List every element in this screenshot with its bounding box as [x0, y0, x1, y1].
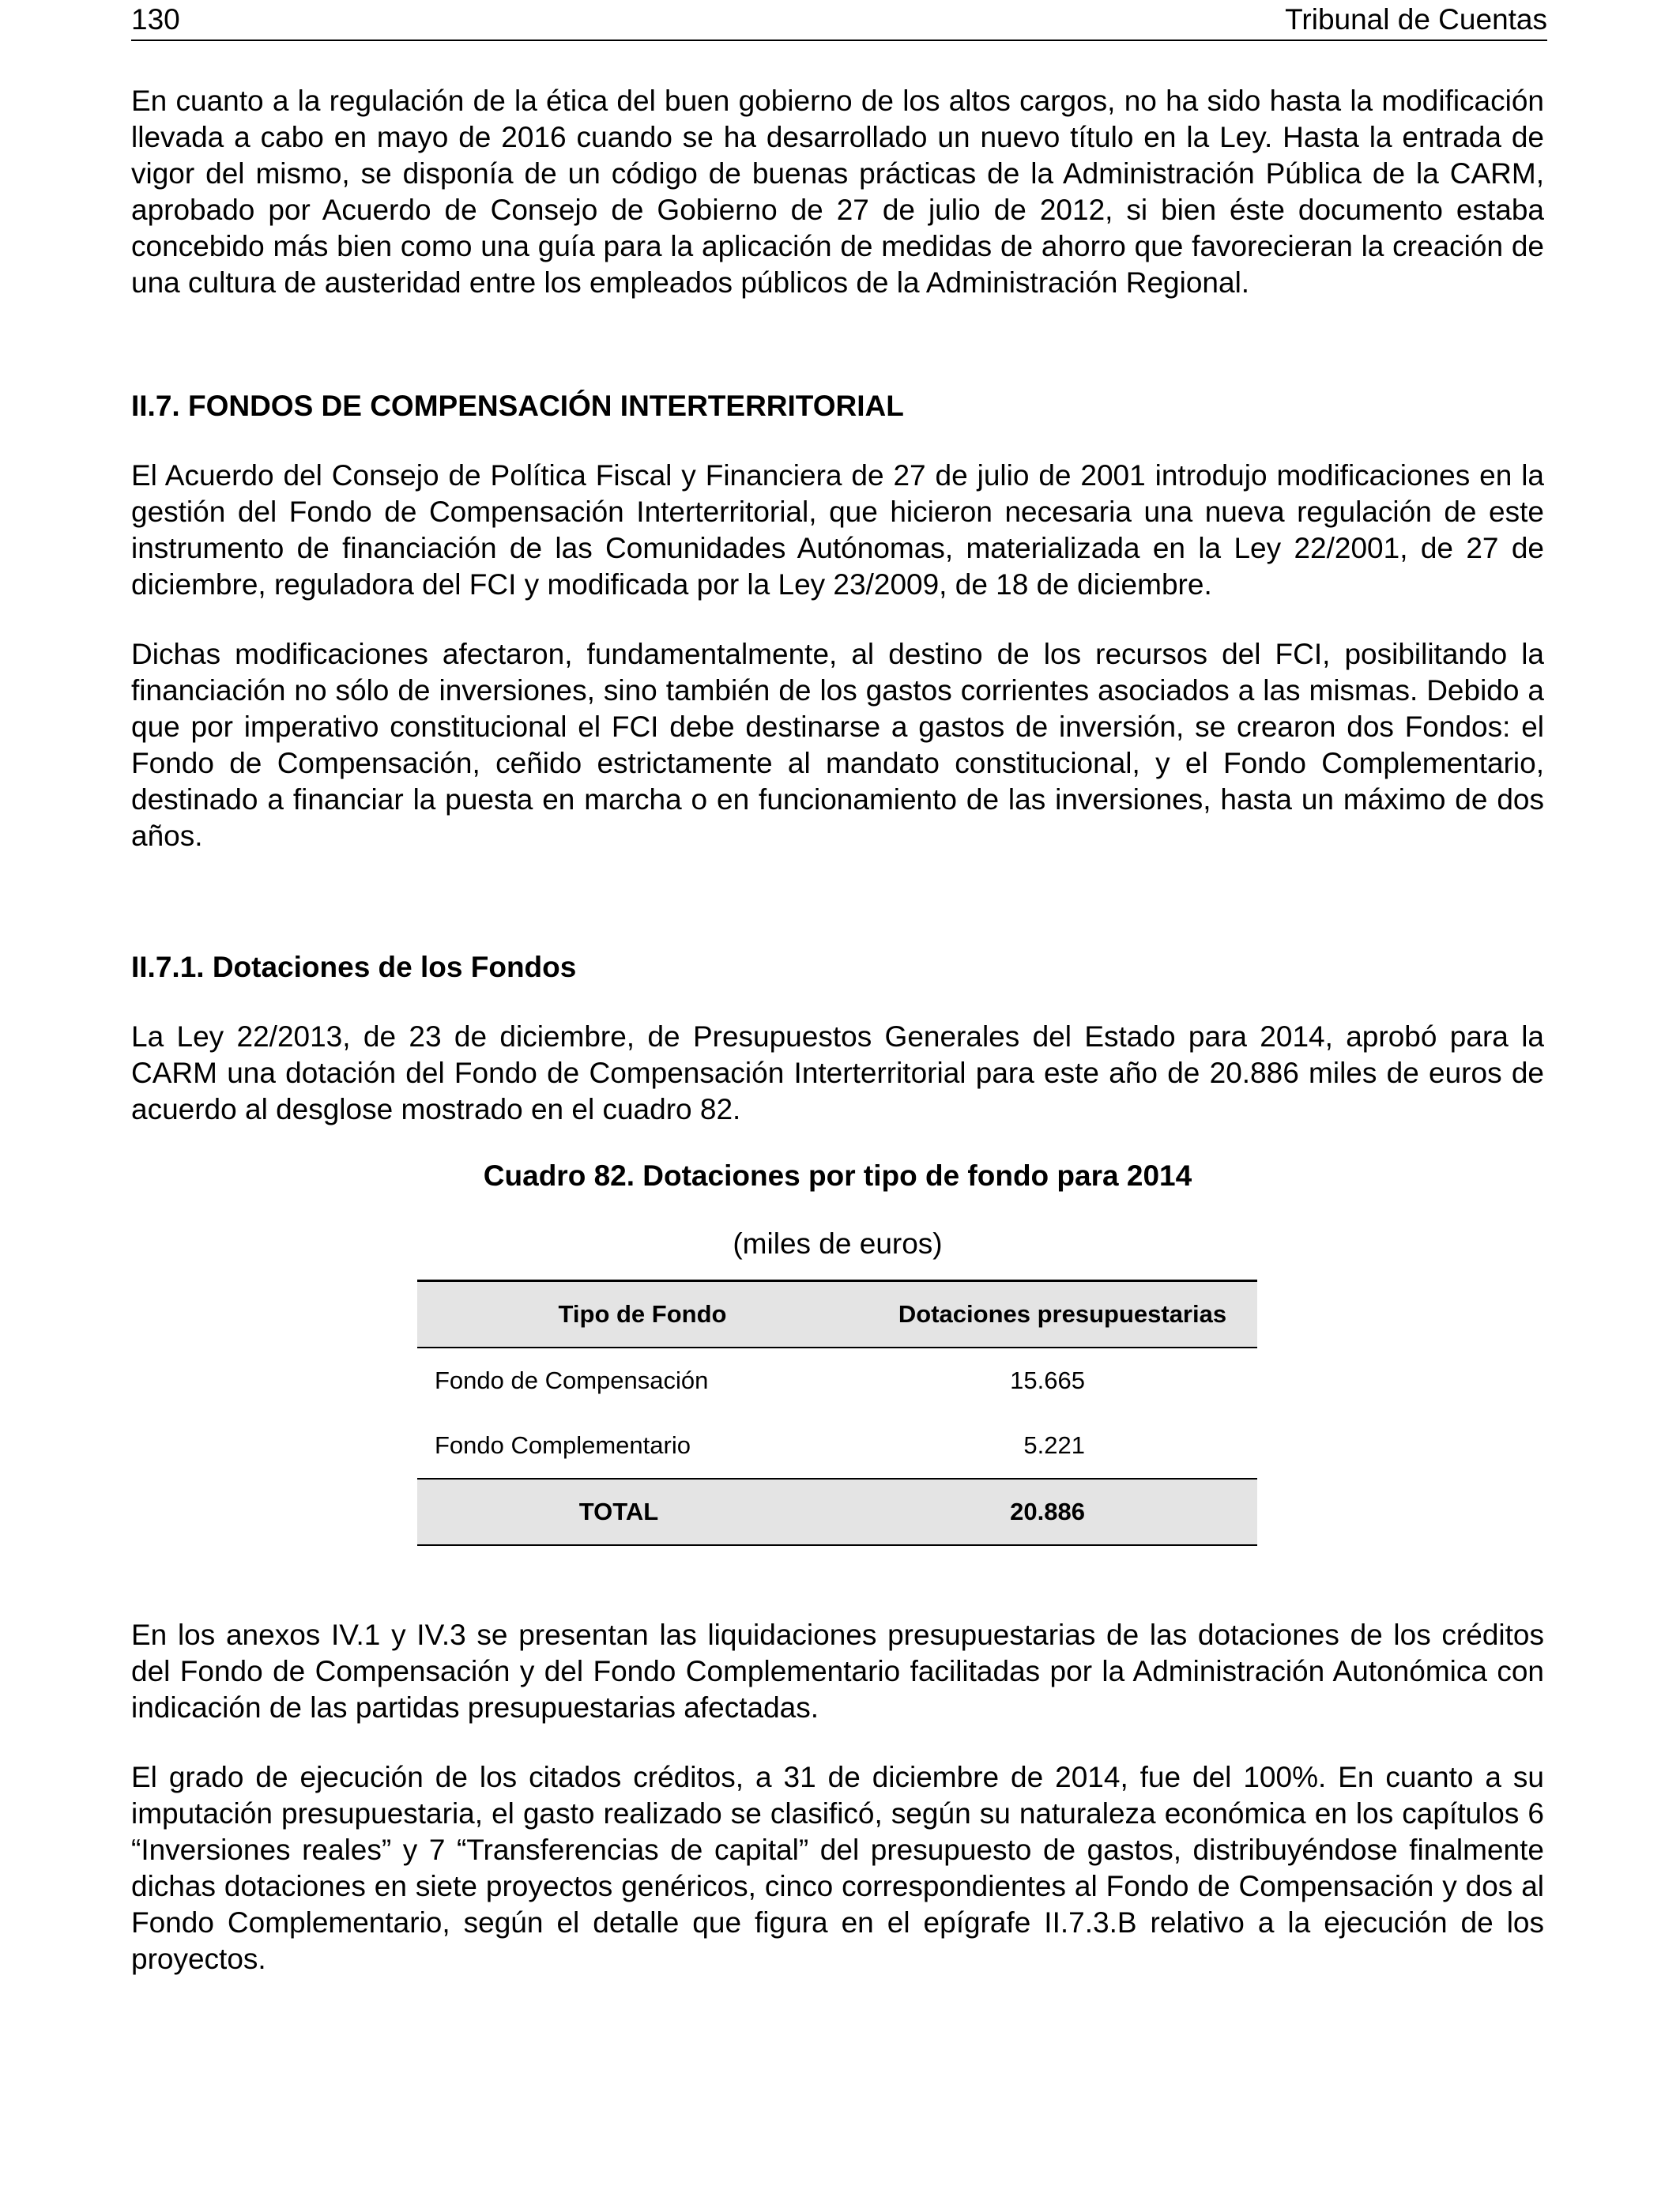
table-row	[417, 1348, 1257, 1413]
section-heading: II.7. FONDOS DE COMPENSACIÓN INTERTERRITORIAL	[131, 390, 904, 422]
subsection-heading: II.7.1. Dotaciones de los Fondos	[131, 951, 577, 983]
table-unit: (miles de euros)	[733, 1227, 943, 1260]
fund-amount: 5.221	[1023, 1431, 1085, 1459]
table-title: Cuadro 82. Dotaciones por tipo de fondo para 2014	[483, 1159, 1192, 1192]
column-header: Dotaciones presupuestarias	[868, 1281, 1257, 1348]
fund-name: Fondo Complementario	[435, 1431, 691, 1459]
fund-name: Fondo de Compensación	[435, 1367, 709, 1394]
section-paragraph: Dichas modificaciones afectaron, fundamentalmente, al destino de los recursos del FCI, posibilitando la financiación no sólo de inversiones, sino también de los gastos corrientes asociados a las mismas. Debido a que por imperativo constitucional el FCI debe destinarse a gastos de inversión, se crearon dos Fondos: el Fondo de Compensación, ceñido estrictamente al mandato constitucional, y el Fondo Complementario, destinado a financiar la puesta en marcha o en funcionamiento de las inversiones, hasta un máximo de dos años.	[131, 638, 1544, 852]
closing-paragraph: El grado de ejecución de los citados créditos, a 31 de diciembre de 2014, fue del 100%. En cuanto a su imputación presupuestaria, el gasto realizado se clasificó, según su naturaleza económica en los capítulos 6 “Inversiones reales” y 7 “Transferencias de capital” del presupuesto de gastos, distribuyéndose finalmente dichas dotaciones en siete proyectos genéricos, cinco correspondientes al Fondo de Compensación y dos al Fondo Complementario, según el detalle que figura en el epígrafe II.7.3.B relativo a la ejecución de los proyectos.	[131, 1761, 1544, 1975]
table-header-row	[417, 1281, 1257, 1348]
section-paragraph: El Acuerdo del Consejo de Política Fiscal y Financiera de 27 de julio de 2001 introdujo modificaciones en la gestión del Fondo de Compensación Interterritorial, que hicieron necesaria una nueva regulación de este instrumento de financiación de las Comunidades Autónomas, materializada en la Ley 22/2001, de 27 de diciembre, reguladora del FCI y modificada por la Ley 23/2009, de 18 de diciembre.	[131, 459, 1544, 601]
column-header: Tipo de Fondo	[417, 1281, 868, 1348]
total-label: TOTAL	[417, 1479, 868, 1545]
publisher-name: Tribunal de Cuentas	[1285, 3, 1547, 36]
fund-table	[417, 1280, 1257, 1546]
fund-amount: 15.665	[1010, 1367, 1085, 1394]
intro-paragraph: En cuanto a la regulación de la ética del buen gobierno de los altos cargos, no ha sido hasta la modificación llevada a cabo en mayo de 2016 cuando se ha desarrollado un nuevo título en la Ley. Hasta la entrada de vigor del mismo, se disponía de un código de buenas prácticas de la Administración Pública de la CARM, aprobado por Acuerdo de Consejo de Gobierno de 27 de julio de 2012, si bien éste documento estaba concebido más bien como una guía para la aplicación de medidas de ahorro que favorecieran la creación de una cultura de austeridad entre los empleados públicos de la Administración Regional.	[131, 85, 1544, 299]
table-total-row	[417, 1479, 1257, 1545]
subsection-paragraph: La Ley 22/2013, de 23 de diciembre, de Presupuestos Generales del Estado para 2014, aprobó para la CARM una dotación del Fondo de Compensación Interterritorial para este año de 20.886 miles de euros de acuerdo al desglose mostrado en el cuadro 82.	[131, 1020, 1544, 1125]
page-number: 130	[131, 3, 180, 36]
page-content	[131, 83, 1544, 1977]
page-header	[131, 0, 1547, 41]
table-row	[417, 1413, 1257, 1479]
total-amount: 20.886	[868, 1479, 1257, 1545]
closing-paragraph: En los anexos IV.1 y IV.3 se presentan las liquidaciones presupuestarias de las dotaciones de los créditos del Fondo de Compensación y del Fondo Complementario facilitadas por la Administración Autonómica con indicación de las partidas presupuestarias afectadas.	[131, 1619, 1544, 1724]
